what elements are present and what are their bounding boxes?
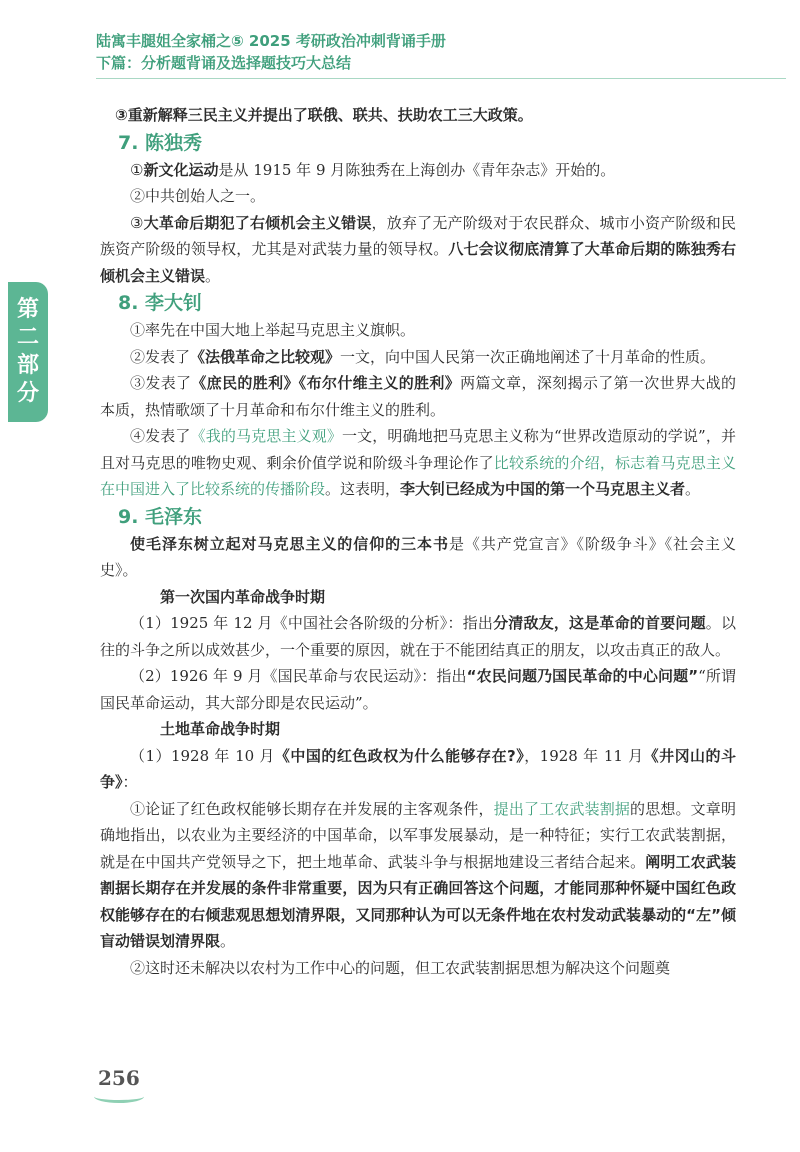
bold-text: ③重新解释三民主义并提出了联俄、联共、扶助农工三大政策。 xyxy=(115,106,533,124)
bold-text: 《庶民的胜利》《布尔什维主义的胜利》 xyxy=(191,374,461,392)
paragraph: （1）1925 年 12 月《中国社会各阶级的分析》：指出分清敌友，这是革命的首要问题。以往的斗争之所以成效甚少，一个重要的原因，就在于不能团结真正的朋友，以攻击真正的敌人。 xyxy=(100,614,736,659)
paragraph: ①论证了红色政权能够长期存在并发展的主客观条件，提出了工农武装割据的思想。文章明确地指出，以农业为主要经济的中国革命，以军事发展暴动，是一种特征；实行工农武装割据，就是在中国共产党领导之下，把土地革命、武装斗争与根据地建设三者结合起来。阐明工农武装割据长期存在并发展的条件非常重要，因为只有正确回答这个问题，才能同那种怀疑中国红色政权能够存在的右倾悲观思想划清界限，又同那种认为可以无条件地在农村发动武装暴动的“左”倾盲动错误划清界限。 xyxy=(100,799,736,950)
paragraph: ②发表了《法俄革命之比较观》一文，向中国人民第一次正确地阐述了十月革命的性质。 xyxy=(130,347,716,366)
paragraph xyxy=(100,102,736,129)
subheading: 土地革命战争时期 xyxy=(160,720,281,738)
paragraph: ②这时还未解决以农村为工作中心的问题，但工农武装割据思想为解决这个问题奠 xyxy=(130,958,671,977)
bold-text: 李大钊已经成为中国的第一个马克思主义者 xyxy=(400,480,686,498)
paragraph: ③发表了《庶民的胜利》《布尔什维主义的胜利》两篇文章，深刻揭示了第一次世界大战的本质，热情歌颂了十月革命和布尔什维主义的胜利。 xyxy=(100,374,736,419)
highlight-text: 提出了工农武装割据 xyxy=(493,799,631,818)
section-heading-li-dazhao: 8. 李大钊 xyxy=(118,292,203,314)
paragraph: ①率先在中国大地上举起马克思主义旗帜。 xyxy=(130,321,416,339)
side-tab-char: 第 xyxy=(16,297,39,322)
paragraph: 使毛泽东树立起对马克思主义的信仰的三本书是《共产党宣言》《阶级争斗》《社会主义史》。 xyxy=(100,534,736,579)
subheading: 第一次国内革命战争时期 xyxy=(160,587,326,606)
section-heading-mao-zedong: 9. 毛泽东 xyxy=(118,505,203,528)
header-divider xyxy=(96,78,786,79)
bold-text: 使毛泽东树立起对马克思主义的信仰的三本书 xyxy=(130,534,449,553)
highlight-text: 比较系统的介绍，标志着马克思主义在中国进入了比较系统的传播阶段 xyxy=(100,453,736,498)
page-number: 256 xyxy=(98,1066,140,1090)
paragraph: ①新文化运动是从 1915 年 9 月陈独秀在上海创办《青年杂志》开始的。 xyxy=(130,160,616,179)
page-body xyxy=(100,102,736,981)
header-section-title: 下篇：分析题背诵及选择题技巧大总结 xyxy=(96,54,352,72)
bold-text: 八七会议彻底清算了大革命后期的陈独秀右倾机会主义错误 xyxy=(100,240,736,285)
part-side-tab xyxy=(8,282,48,422)
bold-text: 《井冈山的斗争》 xyxy=(100,746,736,791)
bold-text: 阐明工农武装割据长期存在并发展的条件非常重要，因为只有正确回答这个问题，才能同那种怀疑中国红色政权能够存在的右倾悲观思想划清界限，又同那种认为可以无条件地在农村发动武装暴动的“左”倾盲动错误划清界限 xyxy=(100,852,736,950)
bold-text: 《法俄革命之比较观》 xyxy=(190,347,341,366)
paragraph: （2）1926 年 9 月《国民革命与农民运动》：指出“农民问题乃国民革命的中心问题”“所谓国民革命运动，其大部分即是农民运动”。 xyxy=(100,667,736,712)
bold-text: 新文化运动 xyxy=(143,160,219,179)
header-book-title: 陆寓丰腿姐全家桶之⑤ 2025 考研政治冲刺背诵手册 xyxy=(96,32,446,50)
section-heading-chen-duxiu: 7. 陈独秀 xyxy=(118,131,203,154)
bold-text: 分清敌友，这是革命的首要问题 xyxy=(493,614,706,632)
side-tab-char: 二 xyxy=(16,325,39,350)
paragraph: ②中共创始人之一。 xyxy=(130,187,266,205)
side-tab-char: 部 xyxy=(16,353,39,378)
bold-text: “农民问题乃国民革命的中心问题” xyxy=(466,667,699,685)
bold-text: 《中国的红色政权为什么能够存在?》 xyxy=(274,746,525,765)
page-number-decoration xyxy=(94,1090,144,1103)
paragraph: ④发表了《我的马克思主义观》一文，明确地把马克思主义称为“世界改造原动的学说”，并且对马克思的唯物史观、剩余价值学说和阶级斗争理论作了比较系统的介绍，标志着马克思主义在中国进入了比较系统的传播阶段。这表明，李大钊已经成为中国的第一个马克思主义者。 xyxy=(100,427,736,498)
paragraph: （1）1928 年 10 月《中国的红色政权为什么能够存在?》，1928 年 11 月《井冈山的斗争》： xyxy=(100,746,736,791)
side-tab-char: 分 xyxy=(16,381,39,406)
bold-text: 大革命后期犯了右倾机会主义错误 xyxy=(143,213,372,232)
running-header xyxy=(96,30,786,74)
paragraph: ③大革命后期犯了右倾机会主义错误，放弃了无产阶级对于农民群众、城市小资产阶级和民族资产阶级的领导权，尤其是对武装力量的领导权。八七会议彻底清算了大革命后期的陈独秀右倾机会主义错误。 xyxy=(100,213,736,285)
highlight-text: 《我的马克思主义观》 xyxy=(190,427,342,445)
